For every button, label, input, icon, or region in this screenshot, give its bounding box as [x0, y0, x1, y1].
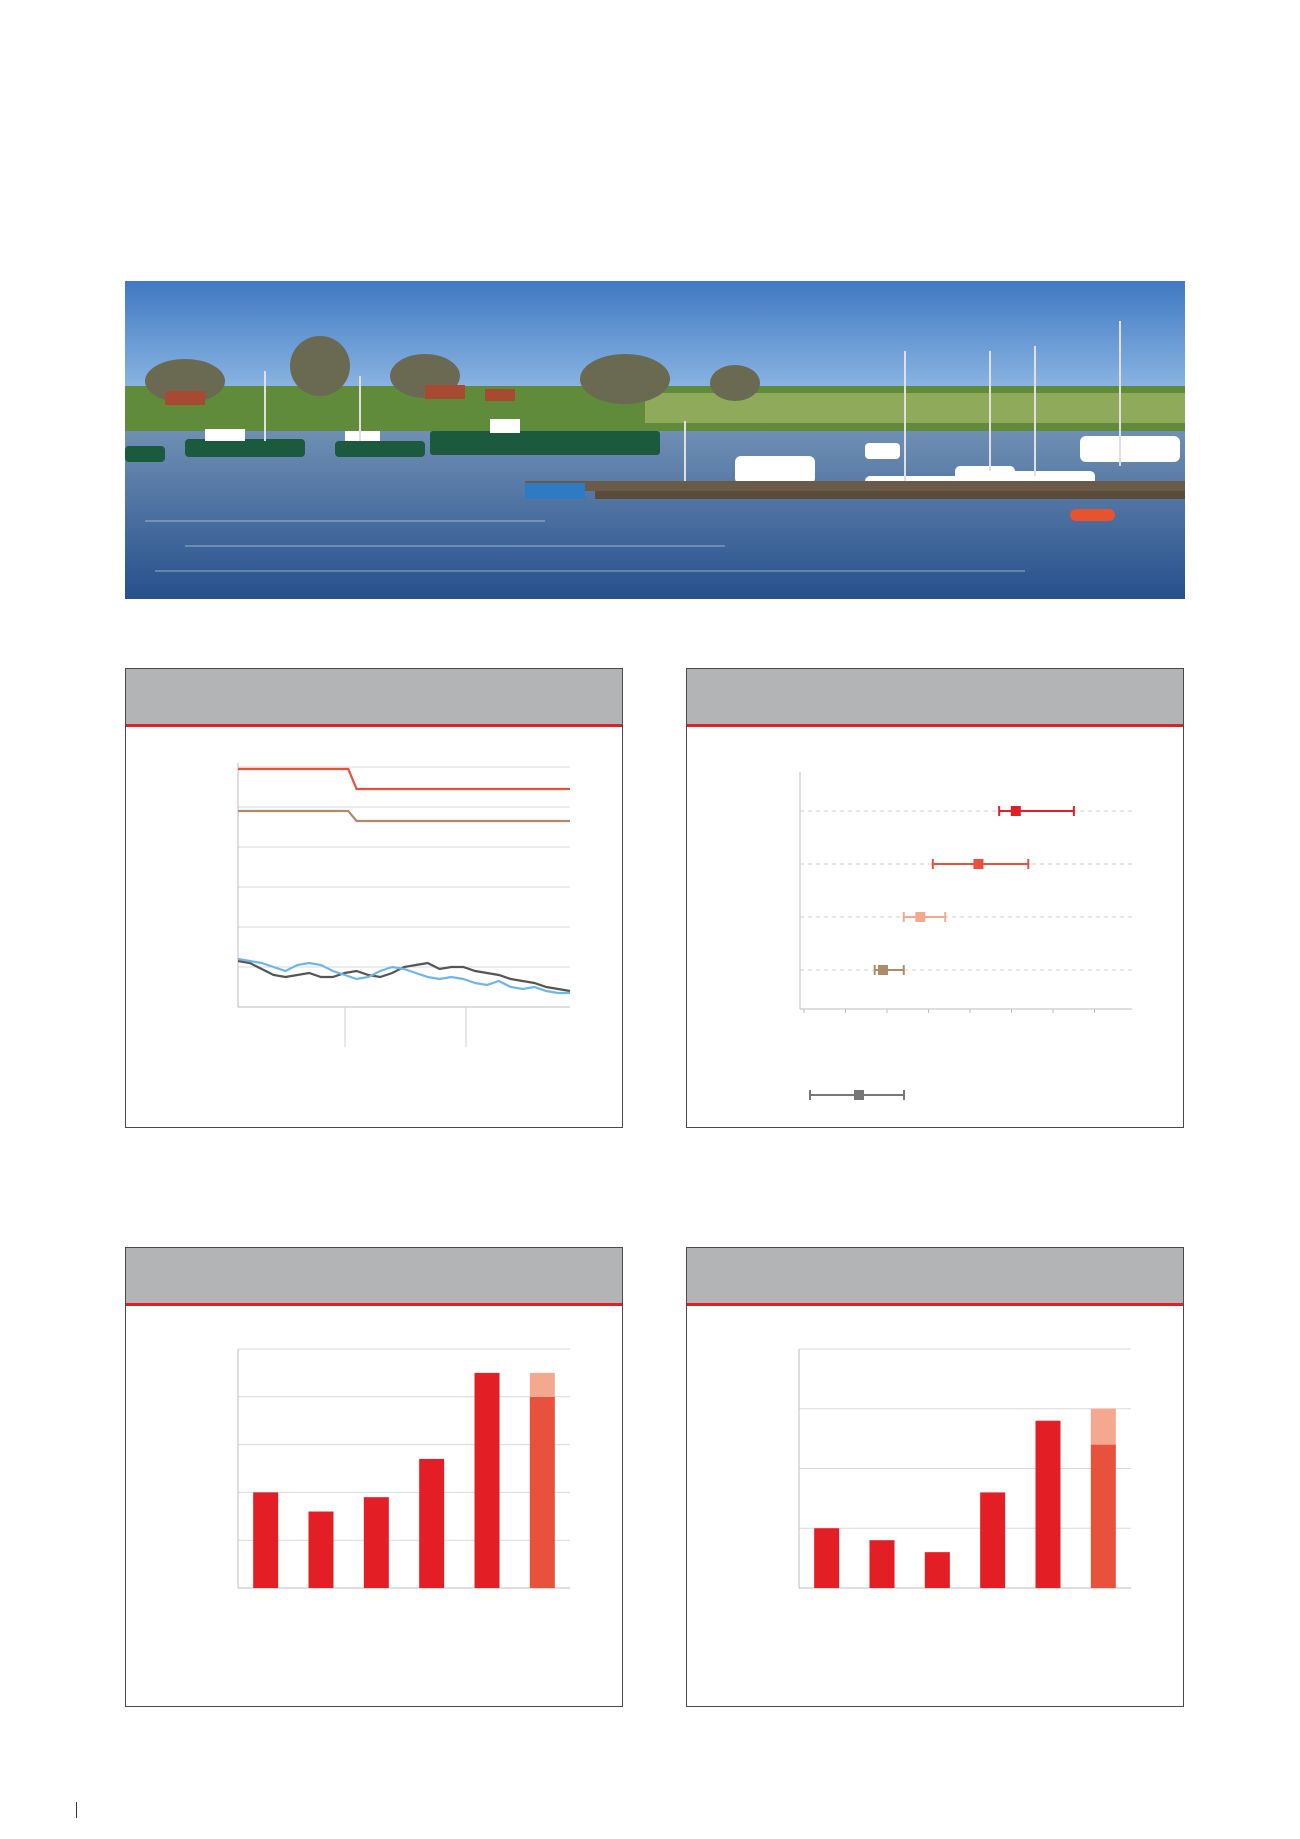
bar: [309, 1512, 334, 1588]
page-marker: [76, 1802, 77, 1818]
chart-panel-b: [686, 668, 1184, 1128]
legend-marker: [854, 1090, 864, 1100]
bar: [814, 1528, 839, 1588]
panel-d-header: [687, 1248, 1183, 1306]
series-line: [238, 961, 570, 991]
point-marker: [973, 859, 983, 869]
bar: [1091, 1445, 1116, 1588]
panel-b-header: [687, 669, 1183, 727]
chart-panel-a: [125, 668, 623, 1128]
bar-projection: [1091, 1409, 1116, 1445]
bar: [530, 1397, 555, 1588]
bar: [475, 1373, 500, 1588]
range-chart: [687, 727, 1183, 1127]
harbour-scene: [125, 281, 1185, 599]
bar-projection: [530, 1373, 555, 1397]
chart-panel-c: [125, 1247, 623, 1707]
panel-c-header: [126, 1248, 622, 1306]
bar: [419, 1459, 444, 1588]
bar: [870, 1540, 895, 1588]
point-marker: [1011, 806, 1021, 816]
bar: [980, 1492, 1005, 1588]
chart-panel-d: [686, 1247, 1184, 1707]
bar: [1036, 1421, 1061, 1588]
series-line: [238, 811, 570, 821]
point-marker: [915, 912, 925, 922]
bar: [253, 1492, 278, 1588]
harbour-photo: [125, 281, 1185, 599]
series-line: [238, 769, 570, 789]
panel-a-header: [126, 669, 622, 727]
bar: [925, 1552, 950, 1588]
bar-chart-left: [126, 1306, 622, 1706]
bar: [364, 1497, 389, 1588]
line-chart: [126, 727, 622, 1127]
point-marker: [878, 965, 888, 975]
bar-chart-right: [687, 1306, 1183, 1706]
